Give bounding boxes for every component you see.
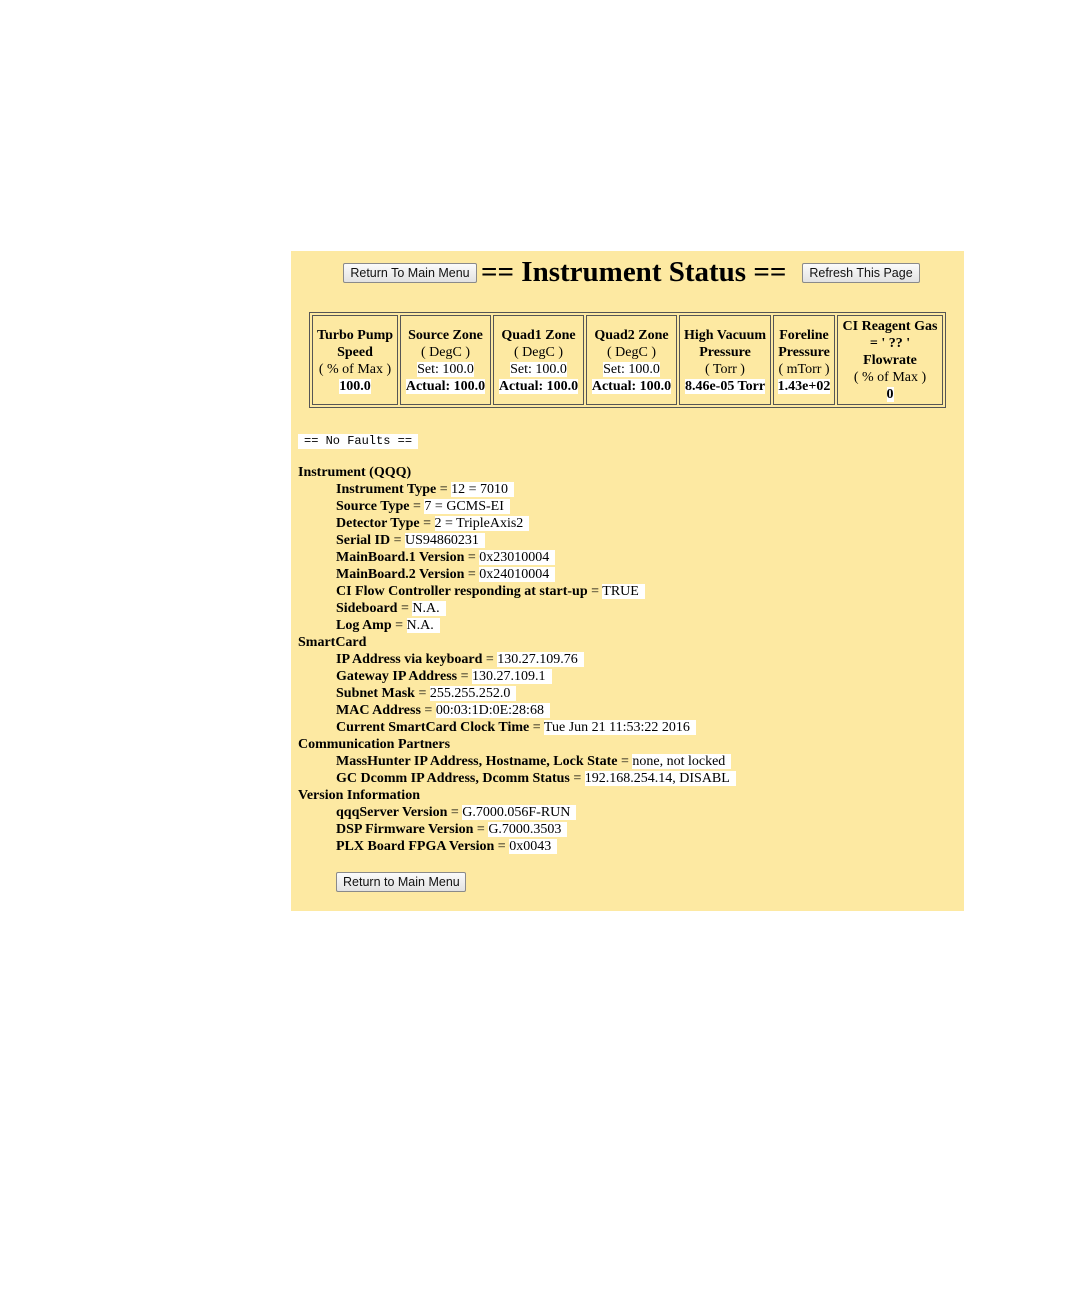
turbo-pump-value: 100.0	[339, 378, 371, 394]
section-title: Instrument (QQQ)	[298, 465, 412, 480]
info-row: GC Dcomm IP Address, Dcomm Status = 192.168.254.14, DISABL	[298, 770, 736, 787]
foreline-pressure-value: 1.43e+02	[777, 378, 831, 394]
high-vacuum-value: 8.46e-05 Torr	[684, 378, 766, 394]
info-row: qqqServer Version = G.7000.056F-RUN	[298, 804, 736, 821]
page-title: == Instrument Status ==	[481, 256, 787, 288]
turbo-pump-cell: Turbo Pump Speed ( % of Max ) 100.0	[312, 315, 398, 405]
source-zone-actual-value: 100.0	[453, 378, 486, 394]
quad2-zone-cell: Quad2 Zone ( DegC ) Set: 100.0 Actual: 100.0	[586, 315, 677, 405]
info-row: Source Type = 7 = GCMS-EI	[298, 498, 736, 515]
info-row: Log Amp = N.A.	[298, 617, 736, 634]
foreline-pressure-cell: Foreline Pressure ( mTorr ) 1.43e+02	[773, 315, 835, 405]
quad1-zone-actual-value: 100.0	[546, 378, 579, 394]
info-row: Instrument Type = 12 = 7010	[298, 481, 736, 498]
quad2-zone-actual-value: 100.0	[639, 378, 672, 394]
info-row: PLX Board FPGA Version = 0x0043	[298, 838, 736, 855]
quad1-zone-cell: Quad1 Zone ( DegC ) Set: 100.0 Actual: 100.0	[493, 315, 584, 405]
refresh-page-button[interactable]: Refresh This Page	[802, 263, 920, 283]
section-title: Communication Partners	[298, 737, 451, 752]
info-row: Subnet Mask = 255.255.252.0	[298, 685, 736, 702]
info-row: IP Address via keyboard = 130.27.109.76	[298, 651, 736, 668]
info-row: Gateway IP Address = 130.27.109.1	[298, 668, 736, 685]
status-table	[309, 312, 946, 408]
ci-reagent-gas-cell: CI Reagent Gas = ' ?? ' Flowrate ( % of Max ) 0	[837, 315, 943, 405]
instrument-info	[298, 464, 736, 855]
return-to-main-menu-button-bottom[interactable]: Return to Main Menu	[336, 872, 466, 892]
high-vacuum-cell: High Vacuum Pressure ( Torr ) 8.46e-05 Torr	[679, 315, 771, 405]
info-row: Serial ID = US94860231	[298, 532, 736, 549]
return-to-main-menu-button-top[interactable]: Return To Main Menu	[343, 263, 477, 283]
info-row: MainBoard.1 Version = 0x23010004	[298, 549, 736, 566]
section-title: Version Information	[298, 788, 420, 803]
info-row: DSP Firmware Version = G.7000.3503	[298, 821, 736, 838]
ci-reagent-gas-value: 0	[886, 387, 894, 402]
info-row: Detector Type = 2 = TripleAxis2	[298, 515, 736, 532]
info-row: CI Flow Controller responding at start-up = TRUE	[298, 583, 736, 600]
source-zone-cell: Source Zone ( DegC ) Set: 100.0 Actual: 100.0	[400, 315, 491, 405]
info-row: MassHunter IP Address, Hostname, Lock State = none, not locked	[298, 753, 736, 770]
info-row: Current SmartCard Clock Time = Tue Jun 21 11:53:22 2016	[298, 719, 736, 736]
info-row: Sideboard = N.A.	[298, 600, 736, 617]
section-title: SmartCard	[298, 635, 367, 650]
info-row: MAC Address = 00:03:1D:0E:28:68	[298, 702, 736, 719]
info-row: MainBoard.2 Version = 0x24010004	[298, 566, 736, 583]
faults-status: == No Faults ==	[298, 434, 418, 449]
